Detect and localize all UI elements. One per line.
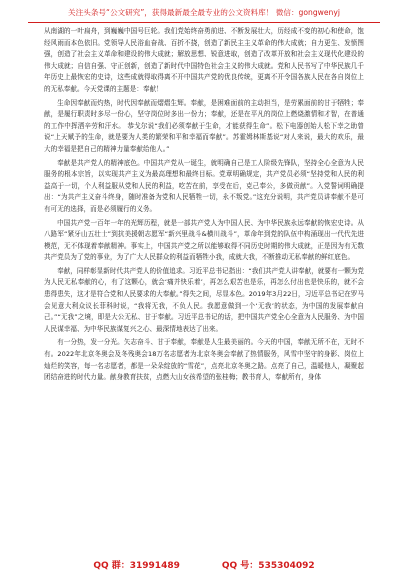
qq-number-label: QQ 号：535304092	[221, 561, 315, 571]
paragraph: 奉献是共产党人的精神底色。中国共产党从一诞生，就明确自己是工人阶级先锋队，坚持全心全意为人民服务的根本宗旨，以实现共产主义为最高理想和最终目标。党章明确规定，共产党员必须“坚持党和人民的利益高于一切，个人利益服从党和人民的利益，吃苦在前，享受在后，克己奉公，多做贡献”。入党誓词明确提出：“为共产主义奋斗终身，随时准备为党和人民牺牲一切，永不叛党。”这充分说明，共产党员讲奉献不是可有可无的选择，而是必须履行的义务。	[44, 158, 364, 213]
qq-group-label: QQ 群：31991489	[93, 561, 180, 571]
footer-contact	[0, 558, 408, 574]
paragraph: 生命因奉献而灼热，时代因奉献而熠熠生辉。奉献，是困难面前的主动担当，是劳累面前的甘于牺牲；奉献，是履行职责时多尽一份心，坚守岗位时多出一份力；奉献，还是在平凡的岗位上燃烧激情和才智，在普通的工作中挥洒辛劳和汗水。 恭戈尔说“我们必须奉献于生命，才能获得生命”。松下电器创始人松下幸之助曾说“上天赋予的生命，就是要为人类的繁荣和平和幸福而奉献”。苏霍姆林斯基说“对人来说，最大的欢乐，最大的幸福是把自己的精神力量奉献给他人。”	[44, 98, 364, 153]
paragraph: 有一分热，发一分光。矢志奋斗、甘于奉献，奉献是人生最美丽的。今天的中国，奉献无所不在，无时不有。2022年北京冬奥会及冬残奥会18万名志愿者为北京冬奥会奉献了热情服务，风雪中坚守的身影、岗位上灿烂的笑容，每一名志愿者，都是一朵朵绽放的“雪花”，点亮北京冬奥之路。点亮了自己，温暖他人，凝聚起团结奋进的时代力量。献身教育扶贫，点燃大山女孩希望的张桂梅；教书育人，奉献所有，身体	[44, 338, 364, 382]
header-banner: 关注头条号“公文研究”，获得最新最全最专业的公文资料库！ 微信：gongwenyj	[68, 8, 340, 17]
header-divider	[28, 22, 380, 23]
paragraph: 奉献，同样彰显新时代共产党人的价值追求。习近平总书记指出：“我们共产党人讲奉献，就要有一颗为党为人民无私奉献的心，有了这颗心，就会‘痛并快乐着’，再怎么艰苦也是乐，再怎么付出也是快乐的，就不会患得患失，这才是符合党和人民要求的大奉献。”得失之间，尽显本色。2019年3月22日，习近平总书记在罗马会见意大利众议长菲科时说，“我将无我，不负人民。我愿意做到一个‘无我’的状态，为中国的发展奉献自己。”“无我”之境，即是大公无私、甘于奉献。习近平总书记的话，把中国共产党全心全意为人民服务、为中国人民谋幸福、为中华民族谋复兴之心、最深情地表达了出来。	[44, 266, 364, 333]
paragraph: 中国共产党一百年一年的光辉历程，就是一部共产党人为中国人民、为中华民族永远奉献的恢宏史诗。从八路军“紧牙山五壮士”到抗美援朝志愿军“新兴里战斗&横川战斗”，革命年到党的队伍中构涌现出一代代先进模范，无不体现着奉献精神。事实上，中国共产党之所以能够取得不同历史时期的伟大成就，正是因为有无数共产党员为了党的事业，为了广大人民群众的利益而牺牲小我，成就大我，不断推动无私奉献的鲜红底色。	[44, 218, 364, 262]
document-body	[44, 26, 364, 554]
paragraph-continued: 从南湖的一叶扁舟，到巍巍中国号巨轮。我们党始终奋勇前进、不断发展壮大，历经成不变的初心和使命，饱经风雨而本色依旧。党领导人民浴血奋战、百折不挠，创造了新民主主义革命的伟大成就；自力更生、发愤图强，创造了社会主义革命和建设的伟大成就；解放思想、锐意进取，创造了改革开放和社会主义现代化建设的伟大成就；自信自强、守正创新，创造了新时代中国特色社会主义的伟大成就。党和人民书写了中华民族几千年历史上最恢宏的史诗，这些成就得取得离不开中国共产党的优良传统，更离不开令国各族人民在各自岗位上的无私奉献。今天党课的主题是：奉献！	[44, 27, 364, 93]
